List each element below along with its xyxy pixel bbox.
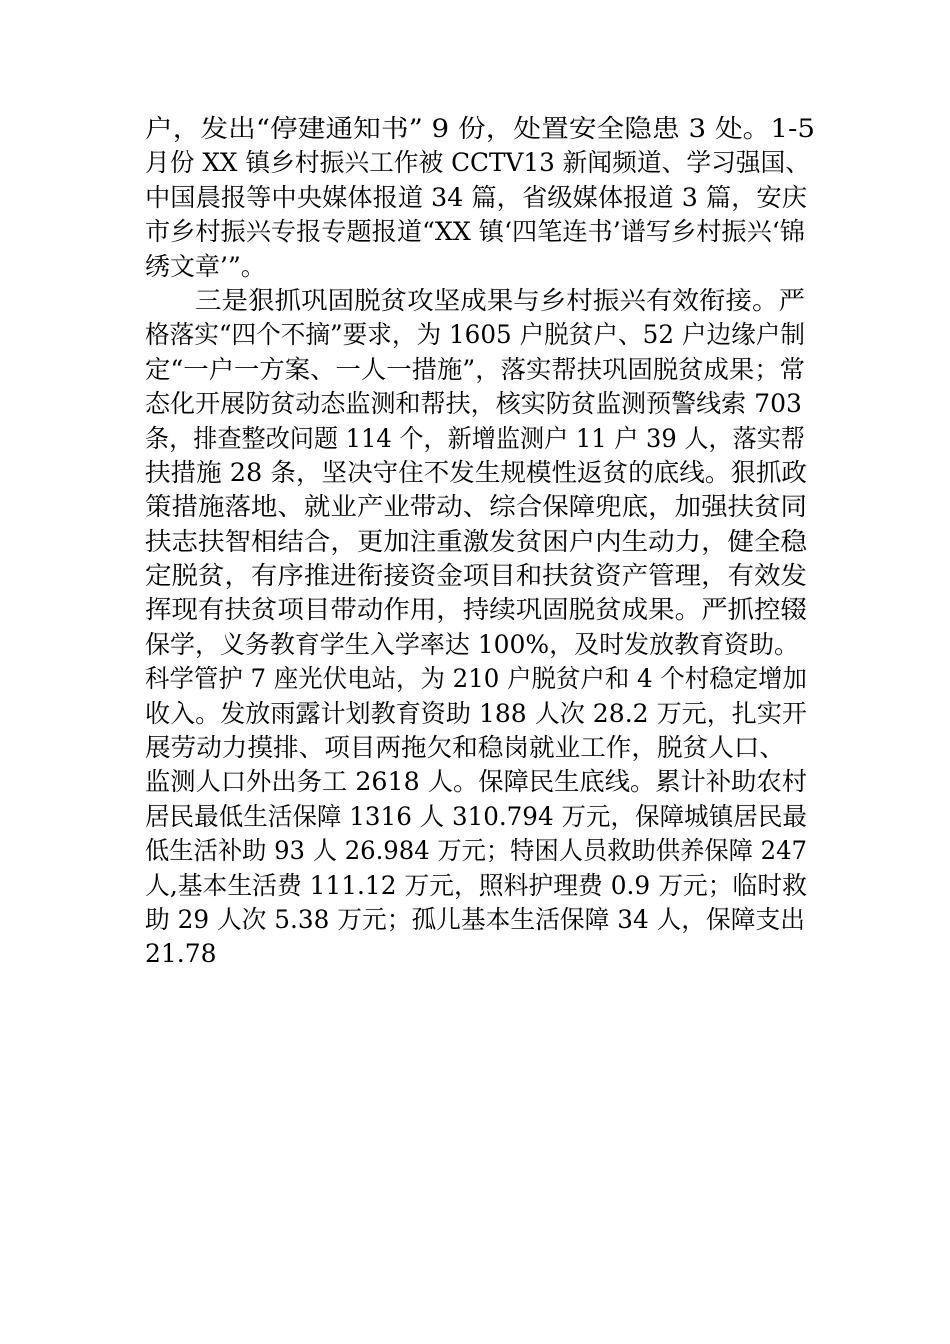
text-line xyxy=(145,181,810,215)
text-line xyxy=(145,318,810,352)
text-line-content: 三是狠抓巩固脱贫攻坚成果与乡村振兴有效衔接。严 xyxy=(195,285,805,315)
text-line xyxy=(145,353,810,387)
text-line xyxy=(145,697,810,731)
text-line xyxy=(145,525,810,559)
text-line-content: 扶措施 28 条，坚决守住不发生规模性返贫的底线。狠抓政 xyxy=(145,457,808,487)
paragraph-first-line xyxy=(145,284,810,318)
text-line-content: 保学，义务教育学生入学率达 100%，及时发放教育资助。 xyxy=(145,629,799,659)
body-text xyxy=(145,112,815,972)
text-line-content: 科学管护 7 座光伏电站，为 210 户脱贫户和 4 个村稳定增加 xyxy=(145,664,807,694)
text-line-content: 定脱贫，有序推进衔接资金项目和扶贫资产管理，有效发 xyxy=(145,561,807,591)
text-line-content: 展劳动力摸排、项目两拖欠和稳岗就业工作，脱贫人口、 xyxy=(145,733,785,763)
text-line xyxy=(145,869,810,903)
text-line-content: 户，发出“停建通知书” 9 份，处置安全隐患 3 处。1-5 xyxy=(145,114,815,143)
text-line xyxy=(145,490,810,524)
text-line-content: 21.78 xyxy=(145,939,217,969)
text-line-content: 中国晨报等中央媒体报道 34 篇，省级媒体报道 3 篇，安庆 xyxy=(145,182,808,212)
text-line-content: 助 29 人次 5.38 万元；孤儿基本生活保障 34 人，保障支出 xyxy=(145,904,805,934)
text-line xyxy=(145,800,810,834)
text-line xyxy=(145,387,810,421)
text-line-content: 市乡村振兴专报专题报道“XX 镇‘四笔连书’谱写乡村振兴‘锦 xyxy=(145,217,805,247)
text-line-content: 扶志扶智相结合，更加注重激发贫困户内生动力，健全稳 xyxy=(145,526,807,556)
text-line-content: 低生活补助 93 人 26.984 万元；特困人员救助供养保障 247 xyxy=(145,836,807,866)
text-line-content: 监测人口外出务工 2618 人。保障民生底线。累计补助农村 xyxy=(145,767,807,797)
text-line xyxy=(145,559,810,593)
text-line xyxy=(145,456,810,490)
text-line xyxy=(145,628,810,662)
text-line xyxy=(145,146,810,180)
text-line xyxy=(145,903,810,937)
text-line xyxy=(145,250,810,284)
text-line xyxy=(145,834,810,868)
text-line-content: 态化开展防贫动态监测和帮扶，核实防贫监测预警线索 703 xyxy=(145,389,802,419)
text-line xyxy=(145,765,810,799)
text-line xyxy=(145,593,810,627)
text-line xyxy=(145,731,810,765)
text-line xyxy=(145,937,810,971)
text-line-content: 人,基本生活费 111.12 万元，照料护理费 0.9 万元；临时救 xyxy=(145,870,807,900)
text-line-content: 月份 XX 镇乡村振兴工作被 CCTV13 新闻频道、学习强国、 xyxy=(145,148,810,178)
text-line xyxy=(145,422,810,456)
text-line-content: 格落实“四个不摘”要求，为 1605 户脱贫户、52 户边缘户制 xyxy=(145,320,805,350)
text-line xyxy=(145,215,810,249)
text-line-content: 挥现有扶贫项目带动作用，持续巩固脱贫成果。严抓控辍 xyxy=(145,595,807,625)
text-line-content: 定“一户一方案、一人一措施”，落实帮扶巩固脱贫成果；常 xyxy=(145,354,805,384)
text-line-content: 收入。发放雨露计划教育资助 188 人次 28.2 万元，扎实开 xyxy=(145,698,807,728)
text-line xyxy=(145,662,810,696)
text-line-content: 条，排查整改问题 114 个，新增监测户 11 户 39 人，落实帮 xyxy=(145,423,805,453)
text-line-content: 居民最低生活保障 1316 人 310.794 万元，保障城镇居民最 xyxy=(145,801,807,831)
text-line xyxy=(145,112,815,146)
text-line-content: 绣文章’”。 xyxy=(145,251,266,281)
text-line-content: 策措施落地、就业产业带动、综合保障兜底，加强扶贫同 xyxy=(145,492,807,522)
